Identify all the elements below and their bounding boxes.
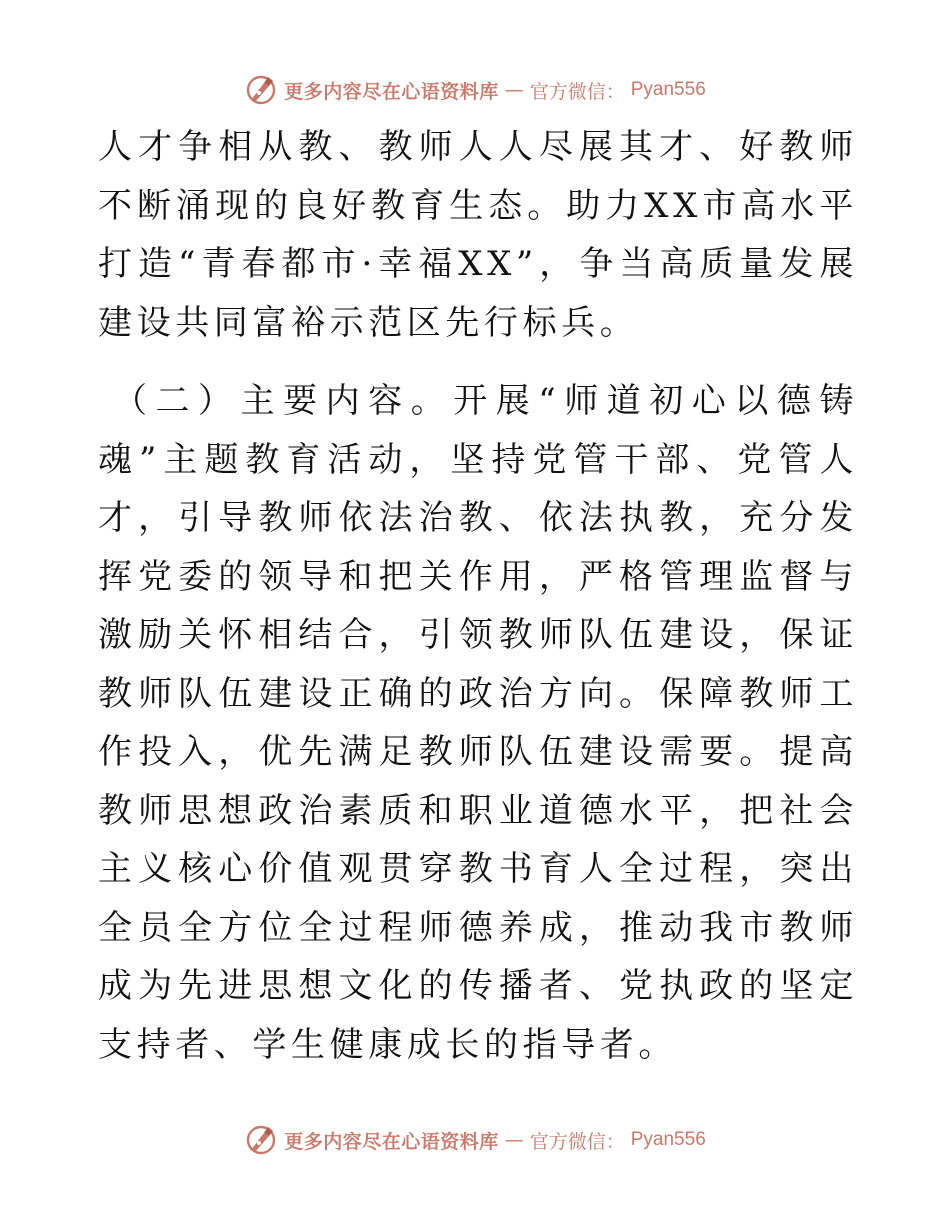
header-banner-text: 更多内容尽在心语资料库: [284, 80, 499, 103]
footer-wechat-label: 官方微信：: [529, 1130, 625, 1153]
header-banner-separator: —: [504, 79, 524, 101]
header-wechat-label: 官方微信：: [529, 80, 625, 103]
pen-logo-icon: [244, 1123, 278, 1157]
document-body: [98, 118, 858, 1074]
footer-watermark-banner: [0, 1120, 950, 1160]
header-wechat-id: Pyan556: [630, 79, 706, 100]
paragraph-1: 人才争相从教、教师人人尽展其才、好教师不断涌现的良好教育生态。助力XX市高水平打造“青春都市·幸福XX”，争当高质量发展建设共同富裕示范区先行标兵。: [98, 127, 858, 343]
pen-logo-icon: [244, 73, 278, 107]
header-watermark-banner: [0, 70, 950, 110]
footer-banner-separator: —: [504, 1129, 524, 1151]
footer-banner-text: 更多内容尽在心语资料库: [284, 1130, 499, 1153]
paragraph-2: （二）主要内容。开展“师道初心以德铸魂”主题教育活动，坚持党管干部、党管人才，引导教师依法治教、依法执教，充分发挥党委的领导和把关作用，严格管理监督与激励关怀相结合，引领教师队伍建设，保证教师队伍建设正确的政治方向。保障教师工作投入，优先满足教师队伍建设需要。提高教师思想政治素质和职业道德水平，把社会主义核心价值观贯穿教书育人全过程，突出全员全方位全过程师德养成，推动我市教师成为先进思想文化的传播者、党执政的坚定支持者、学生健康成长的指导者。: [98, 381, 858, 1065]
footer-wechat-id: Pyan556: [630, 1129, 706, 1150]
